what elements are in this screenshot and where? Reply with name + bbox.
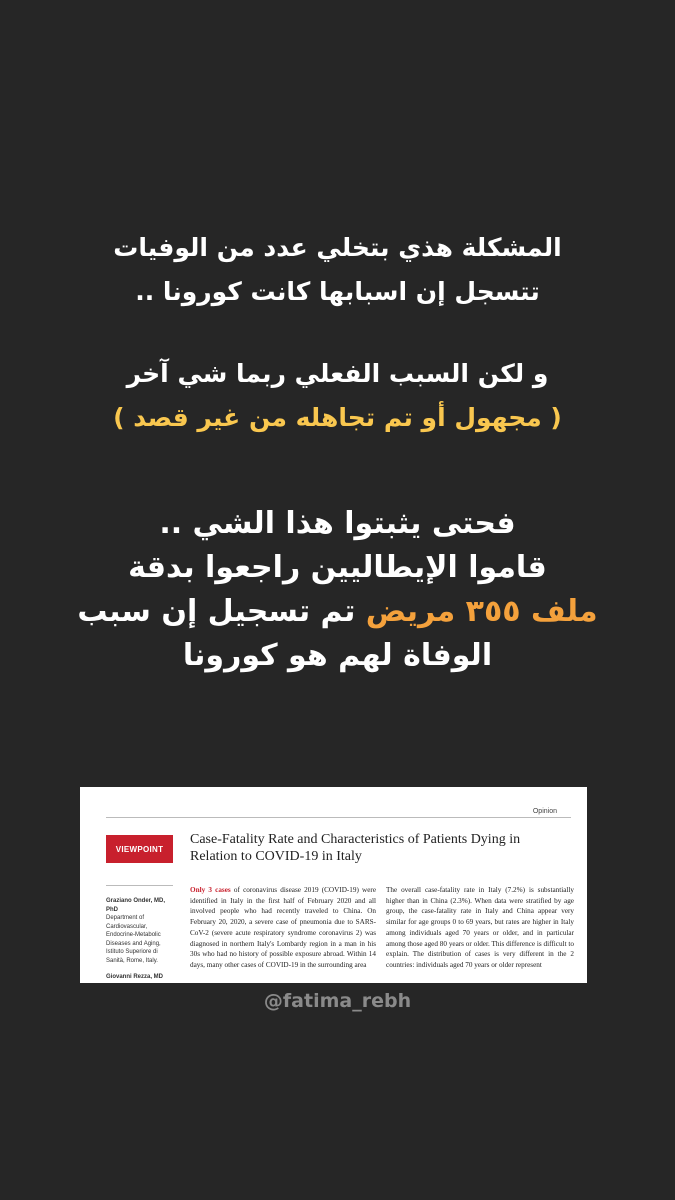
author-affiliation: Department of Cardiovascular, Endocrine-Metabolic Diseases and Aging, Istituto Superiore di Sanità, Rome, Italy. bbox=[106, 915, 161, 964]
story-line-rest: تم تسجيل إن سبب bbox=[77, 594, 366, 629]
highlight-text: ملف ٣٥٥ مريض bbox=[365, 594, 598, 629]
story-text-block-3 bbox=[40, 502, 635, 678]
divider bbox=[106, 885, 173, 886]
article-body: The overall case-fatality rate in Italy (7.2%) is substantially higher than in China (2.3%). When data were stratified by age group, the case-fatality rate in Italy and China appear very similar for age groups 0 to 69 years, but rates are higher in Italy among individuals aged 70 years or older, and in particular among those aged 80 years or older. This difference is difficult to explain. The distribution of cases is very different in the 2 countries: individuals aged 70 years or older represent bbox=[386, 886, 574, 969]
story-line-highlighted bbox=[40, 396, 635, 440]
open-paren: ( bbox=[541, 403, 562, 432]
author-name: Giovanni Rezza, MD bbox=[106, 974, 164, 980]
section-label: Opinion bbox=[532, 808, 557, 815]
username-watermark: @fatima_rebh bbox=[263, 990, 412, 1012]
story-text-block-1 bbox=[40, 226, 635, 314]
story-line: قاموا الإيطاليين راجعوا بدقة bbox=[128, 550, 547, 585]
author-list bbox=[106, 897, 178, 982]
story-line-mixed bbox=[40, 590, 635, 634]
viewpoint-badge: VIEWPOINT bbox=[106, 835, 173, 863]
article-lead: Only 3 cases bbox=[190, 886, 231, 894]
article-column-right bbox=[386, 885, 574, 971]
story-line: تتسجل إن اسبابها كانت كورونا .. bbox=[135, 277, 540, 306]
story-line: و لكن السبب الفعلي ربما شي آخر bbox=[126, 359, 549, 388]
story-line: المشكلة هذي بتخلي عدد من الوفيات bbox=[113, 233, 562, 262]
story-text-block-2 bbox=[40, 352, 635, 440]
story-line: فحتى يثبتوا هذا الشي .. bbox=[159, 506, 516, 541]
author-name: Graziano Onder, MD, PhD bbox=[106, 898, 166, 913]
divider bbox=[106, 817, 571, 818]
article-column-left bbox=[190, 885, 376, 971]
article-screenshot bbox=[80, 787, 587, 983]
highlight-text: مجهول أو تم تجاهله من غير قصد bbox=[133, 403, 542, 432]
article-body: of coronavirus disease 2019 (COVID-19) were identified in Italy in the first half of February 2020 and all involved people who had recently traveled to China. On February 20, 2020, a severe case of pneumonia due to SARS-CoV-2 (severe acute respiratory syndrome coronavirus 2) was diagnosed in northern Italy's Lombardy region in a man in his 30s who had no history of possible exposure abroad. Within 14 days, many other cases of COVID-19 in the surrounding area bbox=[190, 886, 377, 969]
story-line: الوفاة لهم هو كورونا bbox=[182, 638, 493, 673]
close-paren: ) bbox=[113, 403, 134, 432]
article-title: Case-Fatality Rate and Characteristics of Patients Dying in Relation to COVID-19 in Italy bbox=[190, 832, 521, 864]
